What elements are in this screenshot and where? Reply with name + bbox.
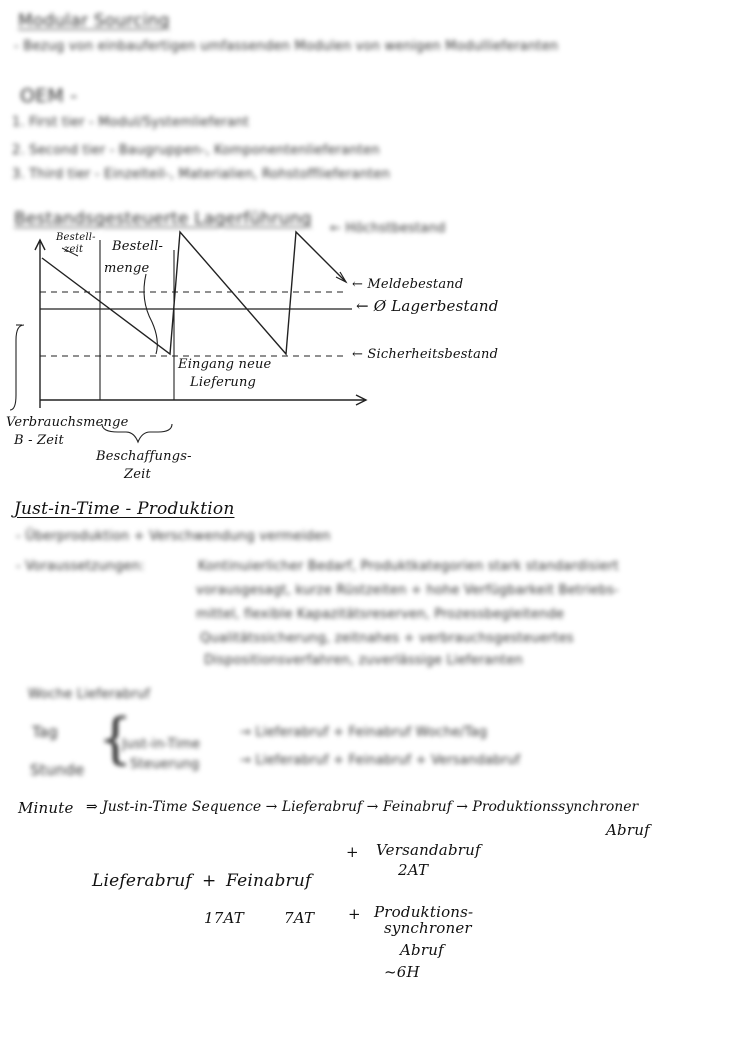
hoechstbestand-label: ← Höchstbestand xyxy=(330,221,446,236)
sicherheitsbestand-label: ← Sicherheitsbestand xyxy=(352,347,499,362)
x-axis-arrow xyxy=(356,395,366,405)
bestellzeit-label-2: zeit xyxy=(64,244,84,255)
tier1: 1. First tier - Modul/Systemlieferant xyxy=(12,115,250,130)
sequence-text: ⇒ Just-in-Time Sequence → Lieferabruf → Feinabruf → Produktionssynchroner xyxy=(86,799,639,815)
jit-line2b: vorausgesagt, kurze Rüstzeiten + hohe Verfügbarkeit Betriebs- xyxy=(196,583,619,598)
beschaffung-label-2: Zeit xyxy=(124,467,151,482)
versandabruf-label: Versandabruf xyxy=(376,841,481,859)
steuerung-brace: { xyxy=(98,707,133,770)
produktion-label-2: synchroner xyxy=(384,919,472,937)
woche-label: Woche Lieferabruf xyxy=(28,687,151,702)
jit-title: Just-in-Time - Produktion xyxy=(14,499,235,519)
bestellmenge-mark xyxy=(144,274,157,354)
lieferabruf-label: Lieferabruf xyxy=(92,871,192,891)
stunde-label: Stunde xyxy=(30,761,85,779)
lieferabruf-at: 17AT xyxy=(204,909,244,927)
meldebestand-label: ← Meldebestand xyxy=(352,277,464,292)
jit-line2e: Dispositionsverfahren, zuverlässige Lieferanten xyxy=(204,653,523,668)
sequence-abruf: Abruf xyxy=(606,821,650,839)
verbrauch-label-1: Verbrauchsmenge xyxy=(6,415,129,430)
oem-label: OEM - xyxy=(20,85,78,107)
verbrauch-bracket xyxy=(10,325,24,410)
versandabruf-at: 2AT xyxy=(398,861,429,879)
plus-versand: + xyxy=(346,843,359,861)
jit-steuerung-1: Just-in-Time xyxy=(122,737,201,752)
lagerbestand-label: ← Ø Lagerbestand xyxy=(356,297,499,315)
plus-produktion: + xyxy=(348,905,361,923)
jit-line2d: Qualitätssicherung, zeitnahes + verbrauchsgesteuertes xyxy=(200,631,574,646)
stunde-arrow-text: → Lieferabruf + Feinabruf + Versandabruf xyxy=(240,753,521,768)
jit-line1: - Überproduktion + Verschwendung vermeiden xyxy=(16,529,331,544)
stock-sawtooth xyxy=(42,232,346,354)
eingang-label-1: Eingang neue xyxy=(178,357,272,372)
feinabruf-label: Feinabruf xyxy=(226,871,312,891)
bestellmenge-label-1: Bestell- xyxy=(112,239,164,254)
tier3: 3. Third tier - Einzelteil-, Materialien, Rohstofflieferanten xyxy=(12,167,391,182)
jit-voraussetzungen-label: - Voraussetzungen: xyxy=(16,559,145,574)
jit-steuerung-2: Steuerung xyxy=(130,757,200,772)
jit-line2a: Kontinuierlicher Bedarf, Produktkategorien stark standardisiert xyxy=(198,559,619,574)
beschaffung-label-1: Beschaffungs- xyxy=(96,449,192,464)
lager-title: Bestandsgesteuerte Lagerführung xyxy=(14,209,312,229)
produktion-label-1: Produktions- xyxy=(374,903,474,921)
tag-arrow-text: → Lieferabruf + Feinabruf Woche/Tag xyxy=(240,725,488,740)
tag-label: Tag xyxy=(32,723,58,741)
minute-label: Minute xyxy=(18,799,74,817)
sawtooth-arrow xyxy=(336,272,346,282)
produktion-label-4: ~6H xyxy=(384,963,420,981)
verbrauch-label-2: B - Zeit xyxy=(14,433,64,448)
produktion-label-3: Abruf xyxy=(400,941,444,959)
feinabruf-at: 7AT xyxy=(284,909,315,927)
bestellzeit-label-1: Bestell- xyxy=(56,232,96,243)
y-axis-arrow xyxy=(35,240,45,250)
jit-line2c: mittel, flexible Kapazitätsreserven, Prozessbegleitende xyxy=(196,607,565,622)
tier2: 2. Second tier - Baugruppen-, Komponentenlieferanten xyxy=(12,143,380,158)
modular-title: Modular Sourcing xyxy=(18,11,170,31)
modular-line1: - Bezug von einbaufertigen umfassenden Modulen von wenigen Modullieferanten xyxy=(14,40,559,54)
eingang-label-2: Lieferung xyxy=(190,375,257,390)
bestellmenge-label-2: menge xyxy=(104,261,150,276)
plus-feinabruf: + xyxy=(202,871,217,891)
